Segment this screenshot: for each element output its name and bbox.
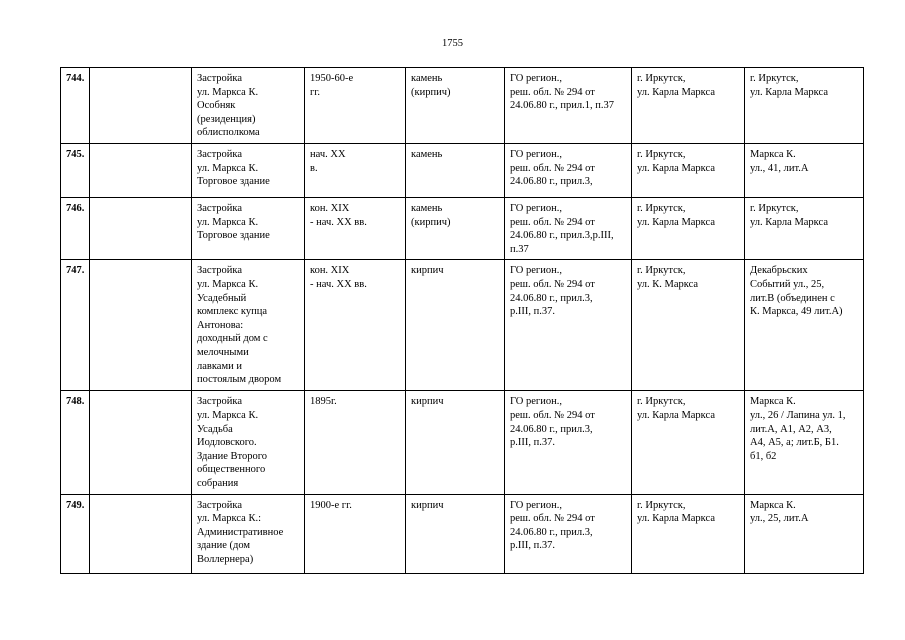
entry-number-text: 749. [66, 499, 85, 511]
cell-object-date [305, 391, 406, 494]
cell-object-name [192, 391, 305, 494]
cell-object-name [192, 494, 305, 573]
cell-entry-number [61, 68, 90, 144]
cell-protection-document [505, 197, 632, 259]
cell-protection-document [505, 68, 632, 144]
object-name-text: Застройка ул. Маркса К. Торговое здание [197, 202, 270, 242]
address-historic-text: г. Иркутск, ул. Карла Маркса [637, 499, 715, 525]
address-current-text: Декабрьских Событий ул., 25, лит.В (объединен с К. Маркса, 49 лит.А) [750, 265, 843, 318]
cell-entry-number [61, 143, 90, 197]
cell-entry-number [61, 494, 90, 573]
address-historic-text: г. Иркутск, ул. К. Маркса [637, 265, 699, 290]
protection-document-text: ГО регион., реш. обл. № 294 от 24.06.80 г., прил.3, р.III, п.37. [510, 499, 595, 552]
cell-address-historic [632, 197, 745, 259]
entry-number-text: 746. [66, 202, 85, 214]
object-name-text: Застройка ул. Маркса К. Особняк (резиденция) облисполкома [197, 73, 260, 139]
cell-object-name [192, 197, 305, 259]
object-material-text: кирпич [411, 499, 444, 511]
cell-object-date [305, 197, 406, 259]
cell-address-current [745, 391, 864, 494]
cell-address-historic [632, 68, 745, 144]
heritage-registry-table [60, 67, 864, 574]
entry-number-text: 748. [66, 396, 85, 408]
cell-object-name [192, 143, 305, 197]
object-material-text: кирпич [411, 396, 444, 408]
address-current-text: Маркса К. ул., 26 / Лапина ул. 1, лит.А, А1, А2, А3, А4, А5, а; лит.Б, Б1. б1, б2 [750, 396, 846, 462]
cell-entry-number [61, 391, 90, 494]
address-current-text: г. Иркутск, ул. Карла Маркса [750, 202, 828, 228]
cell-protection-document [505, 494, 632, 573]
cell-blank-cell [90, 143, 192, 197]
cell-address-historic [632, 143, 745, 197]
cell-blank-cell [90, 391, 192, 494]
cell-blank-cell [90, 494, 192, 573]
object-material-text: камень [411, 148, 443, 160]
address-historic-text: г. Иркутск, ул. Карла Маркса [637, 202, 715, 228]
table-row [61, 391, 864, 494]
address-current-text: г. Иркутск, ул. Карла Маркса [750, 73, 828, 98]
object-date-text: 1950-60-е гг. [310, 73, 354, 98]
protection-document-text: ГО регион., реш. обл. № 294 от 24.06.80 г., прил.3, р.III, п.37. [510, 396, 595, 449]
object-date-text: кон. XIX - нач. XX вв. [310, 202, 367, 228]
address-historic-text: г. Иркутск, ул. Карла Маркса [637, 73, 715, 98]
cell-object-material [406, 260, 505, 391]
cell-address-current [745, 494, 864, 573]
entry-number-text: 745. [66, 148, 85, 160]
cell-address-current [745, 68, 864, 144]
cell-protection-document [505, 260, 632, 391]
object-date-text: кон. XIX - нач. XX вв. [310, 265, 367, 290]
registry-rows [61, 68, 864, 574]
cell-object-date [305, 68, 406, 144]
cell-object-material [406, 197, 505, 259]
address-current-text: Маркса К. ул., 25, лит.А [750, 499, 809, 525]
object-name-text: Застройка ул. Маркса К. Усадебный комплекс купца Антонова: доходный дом с мелочными лавками и постоялым двором [197, 265, 282, 386]
protection-document-text: ГО регион., реш. обл. № 294 от 24.06.80 г., прил.3, р.III, п.37. [510, 265, 595, 318]
object-material-text: камень (кирпич) [411, 202, 451, 228]
object-material-text: кирпич [411, 265, 444, 277]
cell-object-material [406, 391, 505, 494]
protection-document-text: ГО регион., реш. обл. № 294 от 24.06.80 г., прил.3, [510, 148, 595, 188]
object-name-text: Застройка ул. Маркса К. Торговое здание [197, 148, 270, 188]
cell-protection-document [505, 143, 632, 197]
entry-number-text: 747. [66, 265, 85, 277]
object-date-text: 1895г. [310, 396, 337, 408]
cell-object-name [192, 68, 305, 144]
cell-address-historic [632, 391, 745, 494]
cell-address-historic [632, 260, 745, 391]
entry-number-text: 744. [66, 73, 85, 84]
protection-document-text: ГО регион., реш. обл. № 294 от 24.06.80 г., прил.1, п.37 [510, 73, 614, 112]
object-name-text: Застройка ул. Маркса К. Усадьба Иодловского. Здание Второго общественного собрания [197, 396, 268, 489]
address-historic-text: г. Иркутск, ул. Карла Маркса [637, 148, 715, 174]
table-row [61, 143, 864, 197]
table-row [61, 260, 864, 391]
table-row [61, 197, 864, 259]
object-date-text: нач. XX в. [310, 148, 346, 174]
cell-object-material [406, 68, 505, 144]
object-material-text: камень (кирпич) [411, 73, 451, 98]
table-row [61, 68, 864, 144]
page-number: 1755 [442, 38, 463, 49]
protection-document-text: ГО регион., реш. обл. № 294 от 24.06.80 г., прил.3,р.III, п.37 [510, 202, 614, 255]
cell-blank-cell [90, 197, 192, 259]
cell-address-current [745, 143, 864, 197]
cell-blank-cell [90, 68, 192, 144]
cell-object-material [406, 143, 505, 197]
cell-address-current [745, 197, 864, 259]
cell-protection-document [505, 391, 632, 494]
cell-address-current [745, 260, 864, 391]
address-current-text: Маркса К. ул., 41, лит.А [750, 148, 809, 174]
cell-object-date [305, 494, 406, 573]
cell-object-name [192, 260, 305, 391]
cell-object-date [305, 260, 406, 391]
object-date-text: 1900-е гг. [310, 499, 352, 511]
object-name-text: Застройка ул. Маркса К.: Административное здание (дом Воллернера) [197, 499, 284, 565]
cell-entry-number [61, 197, 90, 259]
cell-object-date [305, 143, 406, 197]
cell-entry-number [61, 260, 90, 391]
cell-blank-cell [90, 260, 192, 391]
cell-object-material [406, 494, 505, 573]
table-row [61, 494, 864, 573]
address-historic-text: г. Иркутск, ул. Карла Маркса [637, 396, 715, 421]
cell-address-historic [632, 494, 745, 573]
